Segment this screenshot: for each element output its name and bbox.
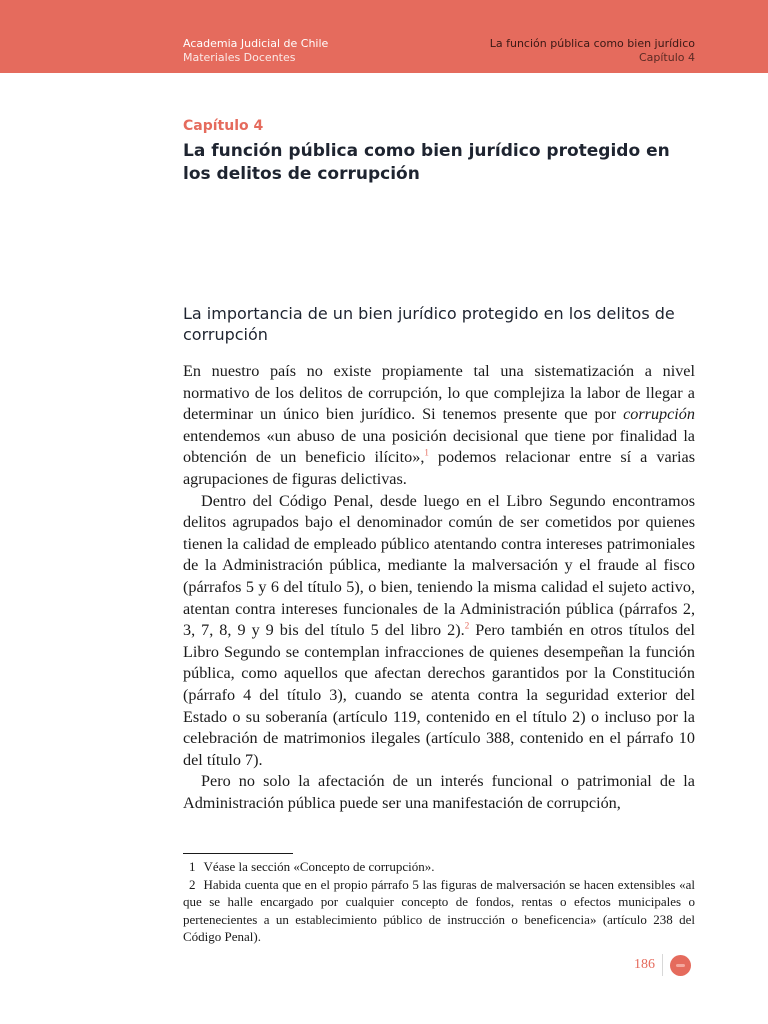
chapter-label: Capítulo 4 [183,118,264,134]
page-number-separator [662,954,663,976]
paragraph-3: Pero no solo la afectación de un interés funcional o patrimonial de la Administración pública puede ser una manifestación de corrupción, [183,772,695,812]
footnote-number: 2 [189,876,196,892]
header-chapter: Capítulo 4 [638,51,695,64]
page-number: 186 [634,957,655,972]
footnote-1 [183,858,695,876]
body-text [183,361,695,814]
paragraph-2-text-a: Dentro del Código Penal, desde luego en el Libro Segundo encontramos delitos agrupados bajo el denominador común de ser cometidos por quienes tienen la calidad de empleado público atentando contra intereses patrimoniales de la Administración pública, mediante la malversación y el fraude al fisco (párrafos 5 y 6 del título 5), o bien, teniendo la misma calidad el sujeto activo, atentan contra intereses funcionales de la Administración pública (párrafos 2, 3, 7, 8, 9 y 9 bis del título 5 del libro 2). [183,491,695,640]
footnote-divider [183,853,293,854]
header-series: Materiales Docentes [183,51,296,64]
footnotes [183,858,695,946]
footnote-number: 1 [189,859,196,874]
paragraph-1 [183,361,695,491]
page-marker-icon [670,955,691,976]
header-right [490,37,695,65]
footnote-2 [183,876,695,946]
footnote-ref-1[interactable]: 1 [424,447,429,458]
footnote-text: Habida cuenta que en el propio párrafo 5 las figuras de malversación se hacen extensibles «al que se halle encargado por cualquier concepto de fondos, rentas o efectos municipales o pertenecientes a un establecimiento público de instrucción o beneficencia» (artículo 238 del Código Penal). [183,876,695,944]
header-left [183,37,328,65]
paragraph-2-text-b: Pero también en otros títulos del Libro Segundo se contemplan infracciones de quienes desempeñan la función pública, como aquellos que afectan derechos garantidos por la Constitución (párrafo 4 del título 3), cuando se atenta contra la seguridad exterior del Estado o su soberanía (artículo 119, contenido en el título 2) o incluso por la celebración de matrimonios ilegales (artículo 388, contenido en el párrafo 10 del título 7). [183,621,695,769]
paragraph-1-text-c: podemos relacionar entre sí a varias agrupaciones de figuras delictivas. [183,448,695,488]
paragraph-2 [183,491,695,772]
paragraph-1-text-a: En nuestro país no existe propiamente tal una sistematización a nivel normativo de los delitos de corrupción, lo que complejiza la labor de llegar a determinar un único bien jurídico. Si tenemos presente que por [183,362,695,424]
paragraph-1-text-b: entendemos «un abuso de una posición decisional que tiene por finalidad la obtención de un beneficio ilícito», [183,426,695,467]
paragraph-1-emphasis: corrupción [623,405,695,424]
header-running-title: La función pública como bien jurídico [489,37,695,50]
section-title: La importancia de un bien jurídico protegido en los delitos de corrupción [183,304,675,344]
footnote-ref-2[interactable]: 2 [464,620,470,631]
header-institution: Academia Judicial de Chile [183,37,329,50]
footnote-text: Véase la sección «Concepto de corrupción». [203,859,435,874]
page-header [0,0,768,73]
chapter-title: La función pública como bien jurídico protegido en los delitos de corrupción [183,141,670,184]
